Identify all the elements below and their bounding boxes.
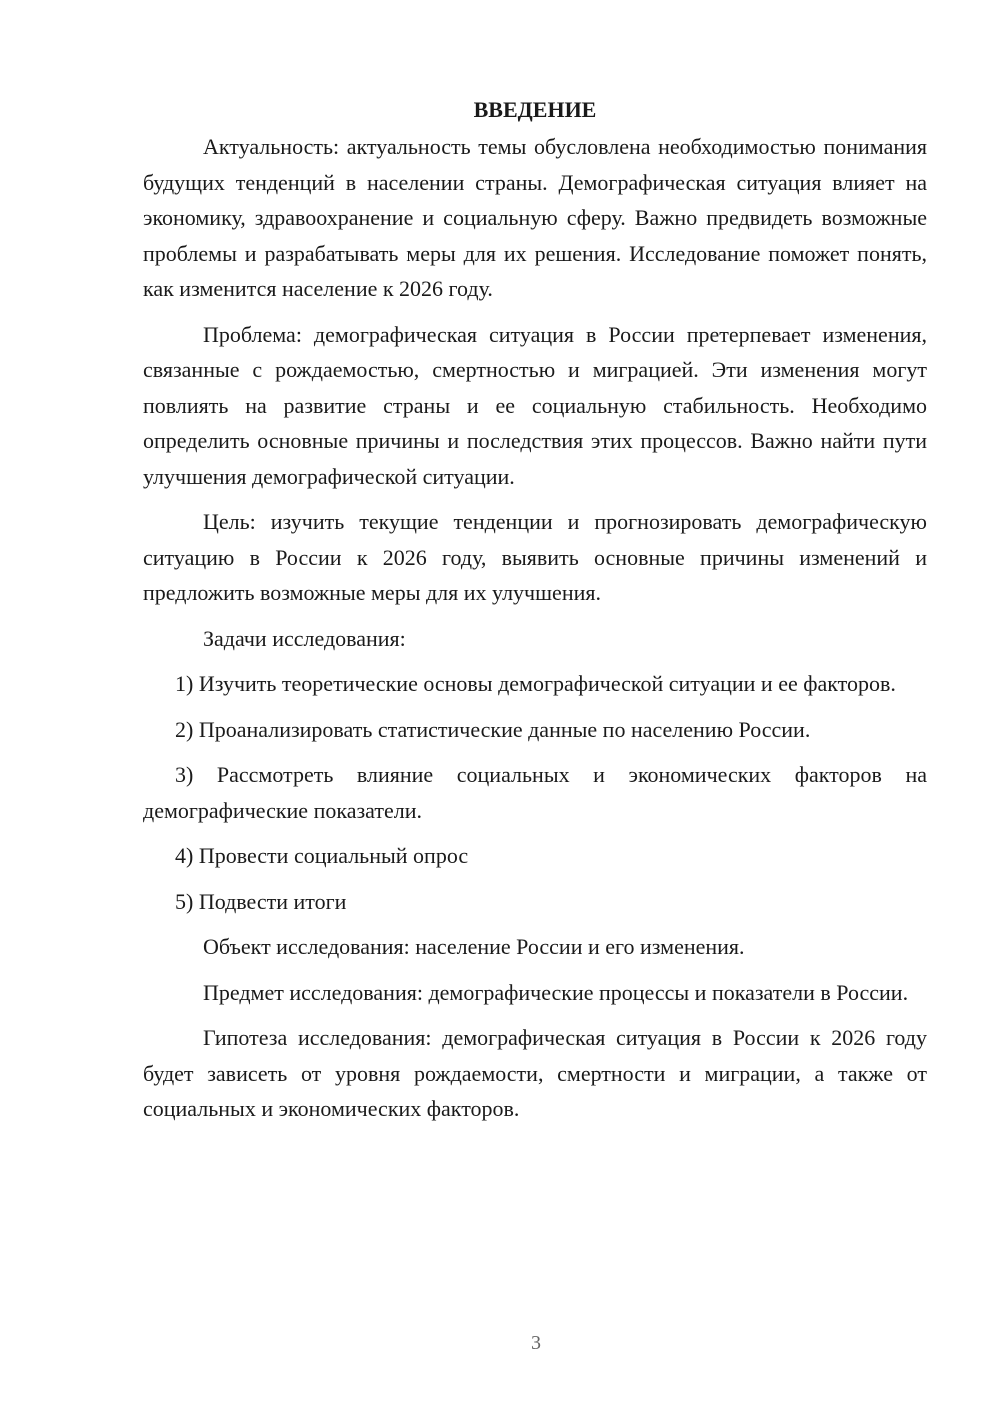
relevance-paragraph: Актуальность: актуальность темы обусловлена необходимостью понимания будущих тенденций в населении страны. Демографическая ситуация влияет на экономику, здравоохранение и социальную сферу. Важно предвидеть возможные проблемы и разрабатывать меры для их решения. Исследование поможет понять, как изменится население к 2026 году. [143,134,927,301]
subject-paragraph: Предмет исследования: демографические процессы и показатели в России. [203,979,909,1005]
task-item: 1) Изучить теоретические основы демографической ситуации и ее факторов. [175,671,896,696]
task-item: 5) Подвести итоги [175,888,347,914]
task-item: 2) Проанализировать статистические данные по населению России. [175,716,811,742]
tasks-heading: Задачи исследования: [203,625,406,651]
object-paragraph: Объект исследования: население России и его изменения. [203,934,745,959]
task-item: 4) Провести социальный опрос [175,843,469,868]
page-number: 3 [531,1332,541,1354]
hypothesis-paragraph: Гипотеза исследования: демографическая ситуация в России к 2026 году будет зависеть от уровня рождаемости, смертности и миграции, а также от социальных и экономических факторов. [143,1025,927,1121]
document-page [143,92,927,1137]
goal-paragraph: Цель: изучить текущие тенденции и прогнозировать демографическую ситуацию в России к 2026 году, выявить основные причины изменений и предложить возможные меры для их улучшения. [143,509,927,605]
section-title: ВВЕДЕНИЕ [473,97,597,122]
problem-paragraph: Проблема: демографическая ситуация в России претерпевает изменения, связанные с рождаемостью, смертностью и миграцией. Эти изменения могут повлиять на развитие страны и ее социальную стабильность. Необходимо определить основные причины и последствия этих процессов. Важно найти пути улучшения демографической ситуации. [143,321,927,489]
task-item: 3) Рассмотреть влияние социальных и экономических факторов на демографические показатели. [143,762,927,823]
